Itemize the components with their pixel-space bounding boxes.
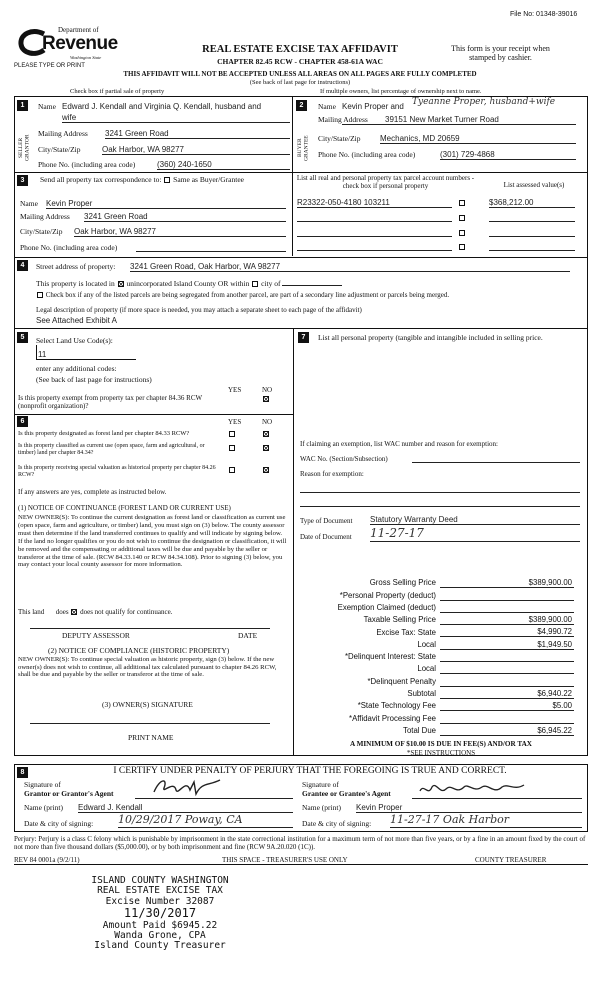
buyer-city-label: City/State/Zip	[318, 134, 361, 143]
tax-row	[300, 637, 580, 649]
buyer-name[interactable]: Kevin Proper and	[342, 102, 404, 111]
grantor-name-label: Name (print)	[24, 803, 63, 812]
tax-row-label: Subtotal	[407, 689, 436, 699]
tax-row-label: Gross Selling Price	[369, 578, 436, 588]
seller-phone[interactable]: (360) 240-1650	[157, 160, 290, 170]
perjury-note: Perjury: Perjury is a class C felony which is punishable by imprisonment in the state correctional institution for a maximum term of not more than five years, or by a fine in an amount fixed by the court of not more than five thousand dollars ($5,000.00), or by both imprisonment and fine (RCW 9A.20.020 (1C)).	[14, 835, 586, 852]
tax-row-value[interactable]	[440, 677, 574, 687]
land-use-box	[36, 345, 136, 360]
stamp-amount: Amount Paid $6945.22	[102, 919, 218, 931]
deputy-sig-line	[30, 628, 270, 629]
see-instructions: *SEE INSTRUCTIONS	[406, 749, 476, 757]
dor-logo	[18, 22, 118, 62]
land-use-label: Select Land Use Code(s):	[36, 336, 113, 345]
tax-row	[300, 724, 580, 736]
seller-name-label: Name	[38, 102, 56, 111]
continuance-row	[18, 608, 172, 616]
continuance-text: NEW OWNER(S): To continue the current designation as forest land or classification as current use (open space, farm and agriculture, or timber) land, you must sign on (3) below. The county assessor must then determine if the land transferred continues to qualify and will indicate by signing below. If the land no longer qualifies or you do not wish to continue the designation or classification, it will be removed and the compensating or additional taxes will be due and payable by the seller or transferor at the time of sale. (RCW 84.33.140 or RCW 84.34.108). Prior to signing (3) below, you may contact your local county assessor for more information.	[18, 514, 287, 569]
dor-revenue: Revenue	[42, 33, 118, 54]
grantee-date-label: Date & city of signing:	[302, 819, 372, 828]
located-row	[36, 278, 342, 289]
assessed-header: List assessed value(s)	[503, 181, 565, 189]
tax-row-value[interactable]: $6,945.22	[440, 726, 574, 736]
correspondence-mailing-label: Mailing Address	[20, 212, 70, 221]
tax-row	[300, 687, 580, 699]
tax-row	[300, 625, 580, 637]
tax-row	[300, 711, 580, 723]
compliance-title: (2) NOTICE OF COMPLIANCE (HISTORIC PROPERTY)	[48, 646, 230, 655]
dor-washington-state: Washington State	[70, 55, 102, 60]
owner-sig-line	[30, 723, 270, 724]
tax-row-value[interactable]	[440, 603, 574, 613]
buyer-name-label: Name	[318, 102, 336, 111]
section-5-number: 5	[17, 332, 28, 343]
form-chapter: CHAPTER 82.45 RCW - CHAPTER 458-61A WAC	[217, 57, 383, 66]
tax-row-label: *Personal Property (deduct)	[339, 590, 436, 600]
tax-row-label: *State Technology Fee	[357, 701, 436, 711]
receipt-note: This form is your receipt when stamped by cashier.	[451, 44, 550, 63]
doc-date-label: Date of Document	[300, 533, 352, 541]
current-use-yes-checkbox[interactable]	[229, 445, 235, 451]
correspondence-city-label: City/State/Zip	[20, 227, 63, 236]
tax-row	[300, 662, 580, 674]
city-of-checkbox[interactable]	[252, 281, 258, 287]
qualify-label: qualify for continuance.	[105, 608, 173, 616]
owner-sig-label: (3) OWNER(S) SIGNATURE	[102, 700, 193, 709]
yes-header-5: YES	[228, 386, 242, 394]
does-label: does	[55, 608, 69, 616]
tax-row-value[interactable]: $1,949.50	[440, 640, 574, 650]
same-as-buyer-checkbox[interactable]	[164, 177, 170, 183]
grantor-sig-of: Signature of	[24, 780, 61, 789]
current-use-no-checkbox[interactable]	[263, 445, 269, 451]
unincorporated-label: unincorporated Island County OR within	[126, 279, 250, 288]
no-header-6: NO	[262, 418, 273, 426]
tax-row	[300, 613, 580, 625]
exempt-question: Is this property exempt from property tax per chapter 84.36 RCW (nonprofit organization)?	[18, 394, 202, 411]
city-of-label: city of	[261, 279, 281, 288]
parcel-number-3[interactable]	[297, 228, 452, 237]
correspondence-row	[40, 176, 244, 185]
doc-type[interactable]: Statutory Warranty Deed	[370, 515, 580, 525]
does-not-checkbox[interactable]	[71, 609, 77, 615]
tax-row-value[interactable]	[440, 652, 574, 662]
assessed-value-3[interactable]	[489, 228, 575, 237]
section-6-number: 6	[17, 416, 28, 427]
treasurer-use: THIS SPACE - TREASURER'S USE ONLY	[222, 856, 348, 864]
buyer-phone-label: Phone No. (including area code)	[318, 150, 416, 159]
buyer-mailing[interactable]: 39151 New Market Turner Road	[385, 115, 576, 125]
section-7-number: 7	[298, 332, 309, 343]
assessed-value-1[interactable]: $368,212.00	[489, 198, 575, 208]
divider-5-6	[14, 414, 293, 415]
land-use-code[interactable]: 11	[38, 350, 47, 359]
exemption-label: If claiming an exemption, list WAC number and reason for exemption:	[300, 440, 498, 448]
grantor-agent-label: Grantor or Grantor's Agent	[24, 789, 114, 798]
additional-codes-label: enter any additional codes:	[36, 364, 117, 373]
section-2-number: 2	[296, 100, 307, 111]
reason-label: Reason for exemption:	[300, 470, 364, 478]
tax-row-label: Local	[417, 639, 436, 649]
grantee-name-label: Name (print)	[302, 803, 341, 812]
tax-row	[300, 674, 580, 686]
certify-text: I CERTIFY UNDER PENALTY OF PERJURY THAT THE FOREGOING IS TRUE AND CORRECT.	[113, 766, 507, 776]
stamp-date: 11/30/2017	[123, 906, 197, 921]
section-1-number: 1	[17, 100, 28, 111]
parcel-number-1[interactable]: R23322-050-4180 103211	[297, 198, 452, 208]
tax-row-label: Exemption Claimed (deduct)	[337, 602, 436, 612]
seller-phone-label: Phone No. (including area code)	[38, 160, 136, 169]
yes-header-6: YES	[228, 418, 242, 426]
grantee-agent-label: Grantee or Grantee's Agent	[302, 789, 391, 798]
section-8-number: 8	[17, 767, 28, 778]
parcel-personal-checkbox-2[interactable]	[459, 215, 465, 221]
tax-table	[300, 576, 580, 736]
deputy-label: DEPUTY ASSESSOR	[62, 631, 130, 640]
grantor-date-city[interactable]: 10/29/2017 Poway, CA	[118, 814, 293, 828]
divider-before-5	[14, 328, 588, 329]
unincorporated-checkbox[interactable]	[118, 281, 124, 287]
stamp-county: ISLAND COUNTY WASHINGTON	[91, 875, 229, 886]
grantee-sig-of: Signature of	[302, 780, 339, 789]
historic-no-checkbox[interactable]	[263, 467, 269, 473]
seller-mailing[interactable]: 3241 Green Road	[105, 129, 290, 139]
tax-row-label: *Delinquent Penalty	[367, 676, 436, 686]
tax-row-label: *Delinquent Interest: State	[344, 652, 436, 662]
not-accepted-notice: THIS AFFIDAVIT WILL NOT BE ACCEPTED UNLESS ALL AREAS ON ALL PAGES ARE FULLY COMPLETED	[123, 70, 477, 78]
wac-field[interactable]	[412, 454, 580, 463]
segregated-label: Check box if any of the listed parcels are being segregated from another parcel, are part of a secondary line adjustment or parcels being merged.	[45, 291, 450, 299]
tax-row	[300, 601, 580, 613]
street-address[interactable]: 3241 Green Road, Oak Harbor, WA 98277	[130, 262, 570, 272]
if-yes-note: If any answers are yes, complete as instructed below.	[18, 488, 167, 496]
reason-field-2[interactable]	[300, 498, 580, 507]
form-title: REAL ESTATE EXCISE TAX AFFIDAVIT	[202, 44, 398, 55]
dor-dept-of: Department of	[58, 26, 99, 34]
seller-name[interactable]: Edward J. Kendall and Virginia Q. Kendall, husband and	[62, 102, 262, 111]
tax-row-value[interactable]	[440, 714, 574, 724]
correspondence-mailing[interactable]: 3241 Green Road	[84, 212, 286, 222]
tax-row	[300, 650, 580, 662]
please-type: PLEASE TYPE OR PRINT	[14, 63, 85, 69]
tax-row-value[interactable]	[440, 591, 574, 601]
section-3-number: 3	[17, 175, 28, 186]
partial-sale-row	[70, 88, 164, 95]
correspondence-name-label: Name	[20, 199, 38, 208]
tax-row-label: Excise Tax: State	[376, 627, 436, 637]
seller-mailing-label: Mailing Address	[38, 129, 88, 138]
personal-property-label: List all personal property (tangible and intangible included in selling price.	[318, 333, 543, 342]
minimum-fee: A MINIMUM OF $10.00 IS DUE IN FEE(S) AND/OR TAX	[350, 740, 532, 748]
correspondence-phone[interactable]	[136, 243, 286, 252]
parcel-personal-checkbox-1[interactable]	[459, 200, 465, 206]
same-as-buyer-label: Same as Buyer/Grantee	[173, 175, 244, 184]
stamp-cpa: Wanda Grone, CPA	[114, 929, 206, 941]
tax-row	[300, 588, 580, 600]
this-land-label: This land	[18, 608, 45, 616]
file-number: File No: 01348-39016	[510, 11, 578, 18]
does-not-label: does not	[80, 608, 104, 616]
tax-row-value[interactable]: $389,900.00	[440, 578, 574, 588]
section-4-number: 4	[17, 260, 28, 271]
county-treasurer: COUNTY TREASURER	[475, 856, 547, 864]
street-label: Street address of property:	[36, 262, 116, 271]
divider-5-7	[293, 328, 294, 756]
tax-row	[300, 576, 580, 588]
correspondence-label: Send all property tax correspondence to:	[40, 175, 162, 184]
tax-row-label: Taxable Selling Price	[363, 615, 436, 625]
exempt-no-checkbox[interactable]	[263, 396, 269, 402]
reason-field-1[interactable]	[300, 484, 580, 493]
multiple-owners-note: If multiple owners, list percentage of ownership next to name.	[320, 88, 482, 95]
parcels-header: List all real and personal property tax parcel account numbers - check box if personal property	[296, 174, 475, 191]
divider-after-1-2	[14, 172, 588, 173]
parcel-personal-checkbox-3[interactable]	[459, 230, 465, 236]
stamp-excise-number: Excise Number 32087	[105, 895, 215, 907]
historic-question: Is this property receiving special valuation as historical property per chapter 84.26 RCW?	[18, 465, 216, 478]
grantor-date-label: Date & city of signing:	[24, 819, 94, 828]
grantor-sig-line	[135, 798, 293, 799]
doc-type-label: Type of Document	[300, 517, 353, 525]
continuance-title: (1) NOTICE OF CONTINUANCE (FOREST LAND OR CURRENT USE)	[18, 504, 231, 512]
parcel-personal-checkbox-4[interactable]	[459, 244, 465, 250]
tax-row	[300, 699, 580, 711]
divider-1-2	[292, 96, 293, 172]
correspondence-name[interactable]: Kevin Proper	[46, 199, 286, 209]
parcel-number-2[interactable]	[297, 213, 452, 222]
wac-label: WAC No. (Section/Subsection)	[300, 455, 388, 463]
tax-row-label: Local	[417, 664, 436, 674]
segregated-row	[36, 291, 581, 299]
divider-before-4	[14, 257, 588, 258]
see-back-5: (See back of last page for instructions)	[36, 375, 152, 384]
partial-sale-label: Check box if partial sale of property	[70, 88, 165, 95]
buyer-city[interactable]: Mechanics, MD 20659	[380, 134, 576, 144]
segregated-checkbox[interactable]	[37, 292, 43, 298]
tax-row-label: Total Due	[403, 725, 436, 735]
tax-row-value[interactable]: $389,900.00	[440, 615, 574, 625]
grantee-signature-icon	[418, 779, 528, 799]
buyer-name-handwritten: Tyeanne Proper, husband+wife	[412, 97, 556, 107]
buyer-mailing-label: Mailing Address	[318, 115, 368, 124]
seller-city-label: City/State/Zip	[38, 145, 81, 154]
forest-yes-checkbox[interactable]	[229, 431, 235, 437]
footer-rule	[14, 864, 588, 865]
buyer-phone[interactable]: (301) 729-4868	[440, 150, 576, 160]
see-back-instructions: (See back of last page for instructions)	[249, 79, 351, 86]
stamp-treasurer: Island County Treasurer	[94, 940, 226, 952]
seller-name-line2[interactable]: wife	[62, 113, 290, 123]
print-name-label: PRINT NAME	[128, 733, 174, 742]
current-use-question: Is this property classified as current use (open space, farm and agricultural, or timber) land per chapter 84.34?	[18, 443, 205, 456]
stamp-tax: REAL ESTATE EXCISE TAX	[97, 885, 223, 897]
doc-date[interactable]: 11-27-17	[370, 527, 580, 542]
tax-row-value[interactable]: $5.00	[440, 701, 574, 711]
grantee-name[interactable]: Kevin Proper	[356, 803, 582, 813]
treasurer-stamp	[70, 876, 250, 952]
tax-row-value[interactable]: $4,990.72	[440, 627, 574, 637]
tax-row-value[interactable]: $6,940.22	[440, 689, 574, 699]
tax-row-label: *Affidavit Processing Fee	[349, 713, 436, 723]
buyer-side-label: BUYER GRANTEE	[297, 135, 310, 161]
grantor-signature-icon	[150, 776, 230, 798]
forest-no-checkbox[interactable]	[263, 431, 269, 437]
assessed-value-2[interactable]	[489, 213, 575, 222]
tax-row-value[interactable]	[440, 664, 574, 674]
compliance-text: NEW OWNER(S): To continue special valuation as historic property, sign (3) below. If the new owner(s) does not wish to continue, all additional tax calculated pursuant to chapter 84.26 RCW, shall be due and payable by the seller or transferor at the time of sale.	[18, 656, 277, 679]
date-label: DATE	[238, 631, 258, 640]
grantor-name[interactable]: Edward J. Kendall	[78, 803, 293, 813]
no-header-5: NO	[262, 386, 273, 394]
located-label: This property is located in	[36, 279, 115, 288]
rev-number: REV 84 0001a (9/2/11)	[14, 856, 80, 864]
seller-side-label: SELLER GRANTOR	[18, 134, 31, 162]
divider-3-parcels	[292, 172, 293, 256]
forest-question: Is this property designated as forest land per chapter 84.33 RCW?	[18, 430, 190, 437]
parcel-number-4[interactable]	[297, 242, 452, 251]
seller-city[interactable]: Oak Harbor, WA 98277	[102, 145, 290, 155]
legal-desc-value[interactable]: See Attached Exhibit A	[36, 316, 117, 325]
grantee-date-city[interactable]: 11-27-17 Oak Harbor	[390, 814, 582, 828]
legal-desc-label: Legal description of property (if more space is needed, you may attach a separate sheet to each page of the affidavit)	[36, 306, 362, 314]
assessed-value-4[interactable]	[489, 242, 575, 251]
correspondence-phone-label: Phone No. (including area code)	[20, 243, 118, 252]
city-of-field[interactable]	[282, 278, 342, 286]
historic-yes-checkbox[interactable]	[229, 467, 235, 473]
correspondence-city[interactable]: Oak Harbor, WA 98277	[74, 227, 286, 237]
